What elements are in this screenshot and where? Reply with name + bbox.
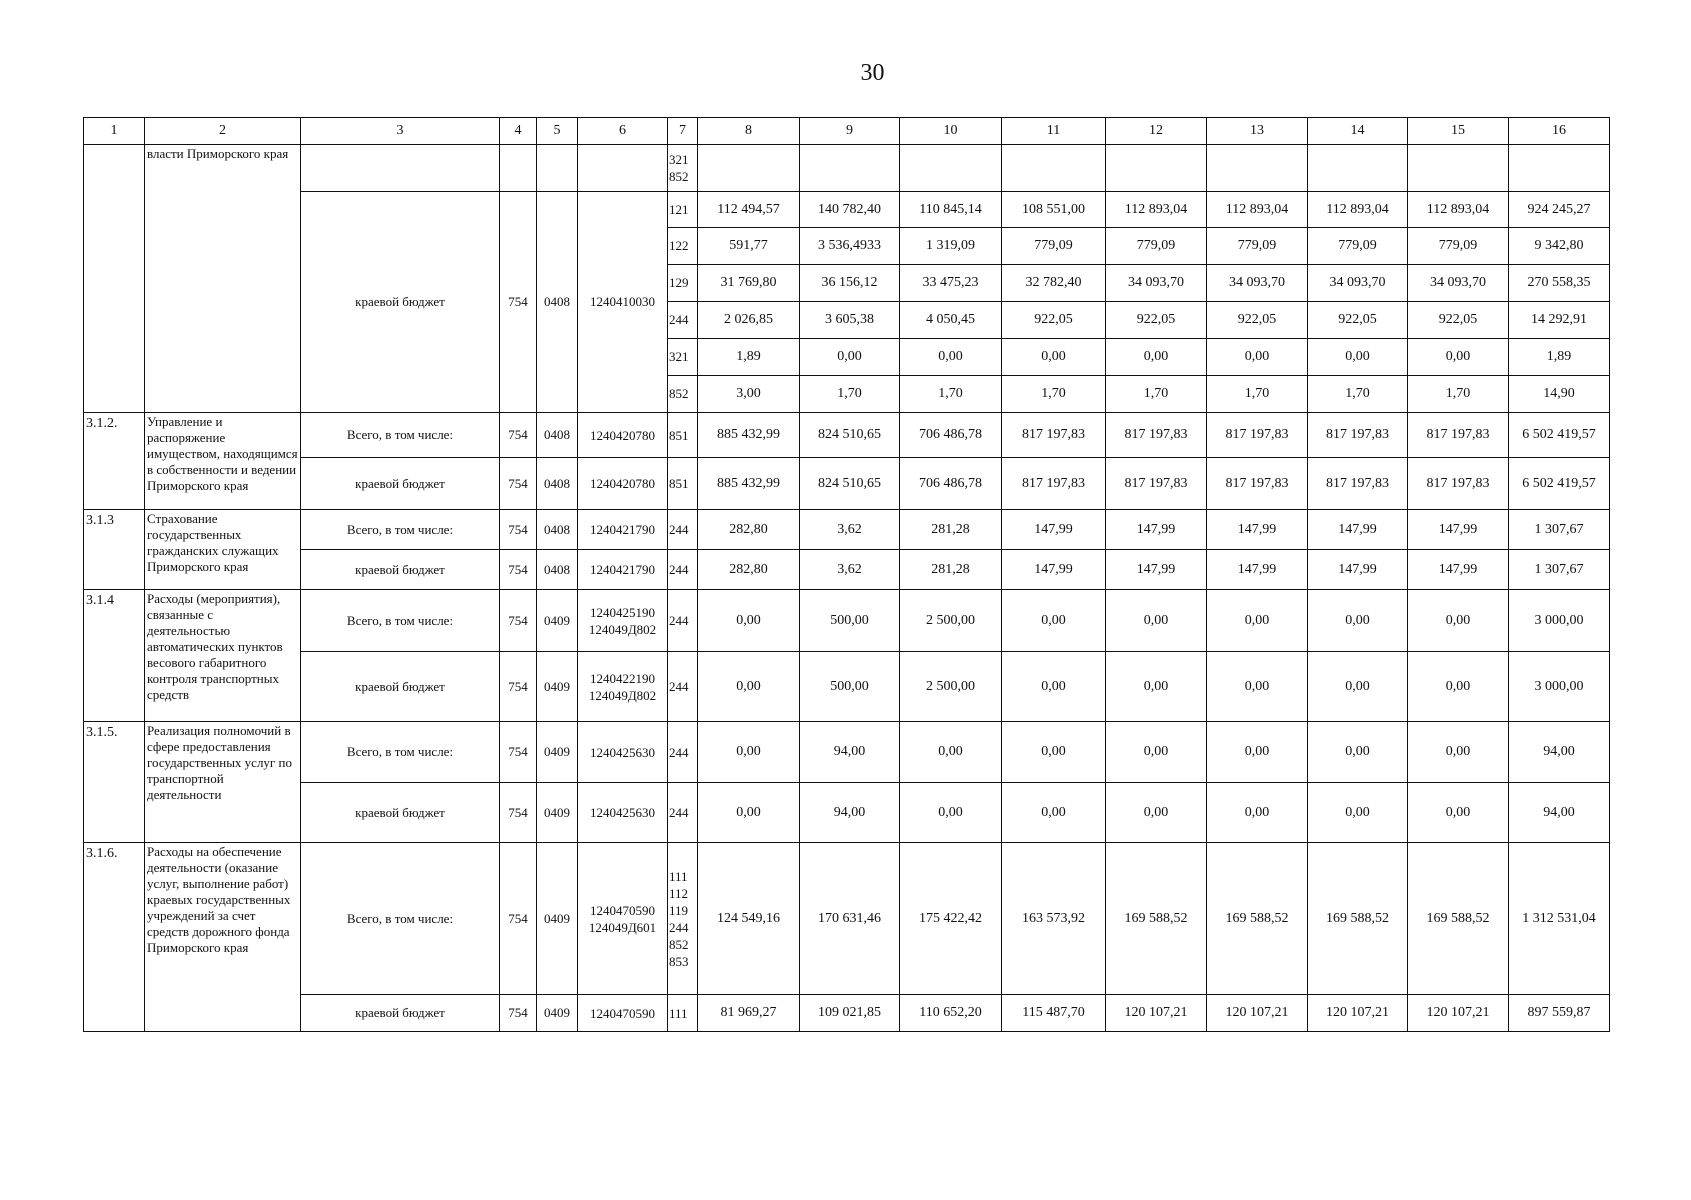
value-col-14: 0,00 <box>1308 652 1408 722</box>
value-col-15: 34 093,70 <box>1408 265 1509 302</box>
value-col-8: 282,80 <box>698 510 800 550</box>
value-col-13: 0,00 <box>1207 339 1308 376</box>
kbk-section-code: 0409 <box>537 652 578 722</box>
value-col-11: 147,99 <box>1002 510 1106 550</box>
value-col-9: 109 021,85 <box>800 995 900 1032</box>
funding-source: Всего, в том числе: <box>301 843 500 995</box>
table-row <box>84 192 1610 228</box>
expense-type-code: 122 <box>668 228 698 265</box>
value-col-8: 591,77 <box>698 228 800 265</box>
value-col-11: 779,09 <box>1002 228 1106 265</box>
value-total: 1,89 <box>1509 339 1610 376</box>
kbk-ministry-code: 754 <box>500 722 537 783</box>
value-col-10: 1,70 <box>900 376 1002 413</box>
item-name: Управление и распоряжение имуществом, находящимся в собственности и ведении Приморского края <box>145 413 301 510</box>
kbk-section-code: 0409 <box>537 590 578 652</box>
kbk-ministry-code: 754 <box>500 192 537 413</box>
item-name: власти Приморского края <box>145 145 301 413</box>
expense-type-code: 852 <box>668 376 698 413</box>
value-col-13: 147,99 <box>1207 510 1308 550</box>
value-col-13: 779,09 <box>1207 228 1308 265</box>
value-col-8: 1,89 <box>698 339 800 376</box>
funding-source: Всего, в том числе: <box>301 510 500 550</box>
table-body <box>84 145 1610 1032</box>
value-col-13: 0,00 <box>1207 722 1308 783</box>
funding-source: краевой бюджет <box>301 783 500 843</box>
value-col-14: 147,99 <box>1308 550 1408 590</box>
value-cell <box>1002 145 1106 192</box>
header-cell: 15 <box>1408 118 1509 145</box>
kbk-section-code: 0409 <box>537 843 578 995</box>
value-total: 94,00 <box>1509 783 1610 843</box>
header-cell: 8 <box>698 118 800 145</box>
kbk-section-code: 0409 <box>537 722 578 783</box>
value-col-11: 0,00 <box>1002 783 1106 843</box>
expense-type-code: 111 112 119 244 852 853 <box>668 843 698 995</box>
value-total: 14,90 <box>1509 376 1610 413</box>
header-cell: 6 <box>578 118 668 145</box>
header-cell: 1 <box>84 118 145 145</box>
value-col-14: 0,00 <box>1308 722 1408 783</box>
kbk-ministry-code: 754 <box>500 510 537 550</box>
table-row <box>84 590 1610 652</box>
kbk-section-code: 0408 <box>537 510 578 550</box>
expense-type-code: 321 852 <box>668 145 698 192</box>
kbk-section-code: 0408 <box>537 550 578 590</box>
value-col-12: 0,00 <box>1106 783 1207 843</box>
value-col-14: 922,05 <box>1308 302 1408 339</box>
value-col-10: 0,00 <box>900 339 1002 376</box>
value-col-9: 1,70 <box>800 376 900 413</box>
expense-type-code: 244 <box>668 302 698 339</box>
value-col-9: 3 605,38 <box>800 302 900 339</box>
value-col-12: 0,00 <box>1106 339 1207 376</box>
header-cell: 9 <box>800 118 900 145</box>
value-total: 6 502 419,57 <box>1509 413 1610 458</box>
value-col-8: 282,80 <box>698 550 800 590</box>
expense-type-code: 851 <box>668 413 698 458</box>
kbk-section-code: 0409 <box>537 783 578 843</box>
value-col-12: 922,05 <box>1106 302 1207 339</box>
value-col-10: 1 319,09 <box>900 228 1002 265</box>
value-total: 14 292,91 <box>1509 302 1610 339</box>
value-total: 6 502 419,57 <box>1509 458 1610 510</box>
table-row <box>84 550 1610 590</box>
value-col-13: 34 093,70 <box>1207 265 1308 302</box>
value-total: 1 307,67 <box>1509 550 1610 590</box>
kbk-ministry-code: 754 <box>500 458 537 510</box>
kbk-ministry-code: 754 <box>500 995 537 1032</box>
value-col-10: 175 422,42 <box>900 843 1002 995</box>
expense-type-code: 129 <box>668 265 698 302</box>
expense-type-code: 244 <box>668 550 698 590</box>
expense-type-code: 244 <box>668 652 698 722</box>
value-col-10: 0,00 <box>900 722 1002 783</box>
value-total: 924 245,27 <box>1509 192 1610 228</box>
value-col-15: 147,99 <box>1408 550 1509 590</box>
header-row <box>84 118 1610 145</box>
expense-type-code: 851 <box>668 458 698 510</box>
kbk-target-code: 1240425190 124049Д802 <box>578 590 668 652</box>
kbk-section-code: 0409 <box>537 995 578 1032</box>
kbk-ministry-code: 754 <box>500 783 537 843</box>
value-col-14: 817 197,83 <box>1308 458 1408 510</box>
expense-type-code: 111 <box>668 995 698 1032</box>
value-cell <box>800 145 900 192</box>
value-col-11: 108 551,00 <box>1002 192 1106 228</box>
value-col-15: 817 197,83 <box>1408 413 1509 458</box>
value-col-11: 817 197,83 <box>1002 413 1106 458</box>
value-col-9: 170 631,46 <box>800 843 900 995</box>
value-col-10: 281,28 <box>900 510 1002 550</box>
value-col-12: 34 093,70 <box>1106 265 1207 302</box>
value-col-8: 0,00 <box>698 783 800 843</box>
header-cell: 7 <box>668 118 698 145</box>
header-cell: 11 <box>1002 118 1106 145</box>
value-col-15: 169 588,52 <box>1408 843 1509 995</box>
kbk-ministry-code: 754 <box>500 550 537 590</box>
table-row <box>84 843 1610 995</box>
value-col-11: 0,00 <box>1002 652 1106 722</box>
value-col-12: 817 197,83 <box>1106 458 1207 510</box>
value-col-12: 1,70 <box>1106 376 1207 413</box>
value-col-11: 0,00 <box>1002 339 1106 376</box>
value-col-9: 140 782,40 <box>800 192 900 228</box>
table-row <box>84 510 1610 550</box>
value-col-12: 112 893,04 <box>1106 192 1207 228</box>
value-total: 270 558,35 <box>1509 265 1610 302</box>
value-col-11: 32 782,40 <box>1002 265 1106 302</box>
table-row <box>84 652 1610 722</box>
item-number: 3.1.5. <box>84 722 145 843</box>
value-col-12: 147,99 <box>1106 550 1207 590</box>
value-col-14: 0,00 <box>1308 590 1408 652</box>
value-col-9: 500,00 <box>800 590 900 652</box>
value-col-8: 124 549,16 <box>698 843 800 995</box>
value-total: 3 000,00 <box>1509 590 1610 652</box>
kbk-ministry-code: 754 <box>500 590 537 652</box>
funding-source: Всего, в том числе: <box>301 722 500 783</box>
value-col-12: 120 107,21 <box>1106 995 1207 1032</box>
funding-source: краевой бюджет <box>301 458 500 510</box>
source-cell <box>301 145 500 192</box>
kbk-section-code: 0408 <box>537 458 578 510</box>
budget-table <box>83 117 1610 1032</box>
value-col-8: 885 432,99 <box>698 458 800 510</box>
header-cell: 13 <box>1207 118 1308 145</box>
value-col-9: 0,00 <box>800 339 900 376</box>
kbk-target-code: 1240470590 <box>578 995 668 1032</box>
value-col-9: 824 510,65 <box>800 458 900 510</box>
value-col-14: 0,00 <box>1308 339 1408 376</box>
value-col-13: 112 893,04 <box>1207 192 1308 228</box>
funding-source: краевой бюджет <box>301 550 500 590</box>
value-col-8: 81 969,27 <box>698 995 800 1032</box>
item-name: Страхование государственных гражданских служащих Приморского края <box>145 510 301 590</box>
value-col-9: 500,00 <box>800 652 900 722</box>
item-number: 3.1.3 <box>84 510 145 590</box>
value-col-8: 0,00 <box>698 722 800 783</box>
kbk-ministry-code: 754 <box>500 413 537 458</box>
header-cell: 12 <box>1106 118 1207 145</box>
table-row <box>84 722 1610 783</box>
kbk-ministry-code: 754 <box>500 652 537 722</box>
table-row <box>84 458 1610 510</box>
value-col-12: 0,00 <box>1106 722 1207 783</box>
funding-source: краевой бюджет <box>301 192 500 413</box>
kbk-target-code: 1240422190 124049Д802 <box>578 652 668 722</box>
value-col-14: 0,00 <box>1308 783 1408 843</box>
table-row <box>84 783 1610 843</box>
value-col-14: 120 107,21 <box>1308 995 1408 1032</box>
value-cell <box>900 145 1002 192</box>
value-cell <box>1207 145 1308 192</box>
value-col-12: 817 197,83 <box>1106 413 1207 458</box>
value-col-10: 4 050,45 <box>900 302 1002 339</box>
header-cell: 5 <box>537 118 578 145</box>
kbk-target-code: 1240425630 <box>578 722 668 783</box>
kbk-cell <box>537 145 578 192</box>
value-total: 1 312 531,04 <box>1509 843 1610 995</box>
value-col-11: 163 573,92 <box>1002 843 1106 995</box>
item-number: 3.1.2. <box>84 413 145 510</box>
table-row <box>84 995 1610 1032</box>
value-total: 1 307,67 <box>1509 510 1610 550</box>
value-cell <box>1308 145 1408 192</box>
value-cell <box>1509 145 1610 192</box>
funding-source: Всего, в том числе: <box>301 590 500 652</box>
value-col-10: 706 486,78 <box>900 413 1002 458</box>
value-col-11: 0,00 <box>1002 590 1106 652</box>
value-col-12: 169 588,52 <box>1106 843 1207 995</box>
value-col-13: 120 107,21 <box>1207 995 1308 1032</box>
funding-source: краевой бюджет <box>301 652 500 722</box>
value-col-11: 115 487,70 <box>1002 995 1106 1032</box>
value-col-9: 36 156,12 <box>800 265 900 302</box>
value-col-15: 0,00 <box>1408 339 1509 376</box>
value-col-15: 0,00 <box>1408 590 1509 652</box>
kbk-target-code: 1240425630 <box>578 783 668 843</box>
value-total: 897 559,87 <box>1509 995 1610 1032</box>
item-number: 3.1.4 <box>84 590 145 722</box>
value-col-9: 824 510,65 <box>800 413 900 458</box>
value-col-12: 0,00 <box>1106 652 1207 722</box>
funding-source: краевой бюджет <box>301 995 500 1032</box>
funding-source: Всего, в том числе: <box>301 413 500 458</box>
kbk-ministry-code: 754 <box>500 843 537 995</box>
kbk-target-code: 1240420780 <box>578 413 668 458</box>
value-col-13: 0,00 <box>1207 590 1308 652</box>
value-col-11: 817 197,83 <box>1002 458 1106 510</box>
value-col-9: 3,62 <box>800 550 900 590</box>
expense-type-code: 244 <box>668 783 698 843</box>
block-id-cell <box>84 145 145 413</box>
value-col-13: 817 197,83 <box>1207 458 1308 510</box>
kbk-target-code: 1240421790 <box>578 550 668 590</box>
item-number: 3.1.6. <box>84 843 145 1032</box>
value-col-9: 94,00 <box>800 783 900 843</box>
kbk-cell <box>578 145 668 192</box>
header-cell: 4 <box>500 118 537 145</box>
value-col-10: 2 500,00 <box>900 652 1002 722</box>
value-total: 3 000,00 <box>1509 652 1610 722</box>
value-col-10: 281,28 <box>900 550 1002 590</box>
value-col-15: 779,09 <box>1408 228 1509 265</box>
kbk-target-code: 1240470590 124049Д601 <box>578 843 668 995</box>
value-col-13: 0,00 <box>1207 652 1308 722</box>
value-col-8: 885 432,99 <box>698 413 800 458</box>
value-col-12: 0,00 <box>1106 590 1207 652</box>
expense-type-code: 321 <box>668 339 698 376</box>
value-col-11: 1,70 <box>1002 376 1106 413</box>
value-col-13: 147,99 <box>1207 550 1308 590</box>
kbk-section-code: 0408 <box>537 413 578 458</box>
header-cell: 14 <box>1308 118 1408 145</box>
value-col-8: 0,00 <box>698 652 800 722</box>
value-col-13: 817 197,83 <box>1207 413 1308 458</box>
expense-type-code: 244 <box>668 722 698 783</box>
header-cell: 2 <box>145 118 301 145</box>
value-col-10: 33 475,23 <box>900 265 1002 302</box>
kbk-section-code: 0408 <box>537 192 578 413</box>
table-header <box>84 118 1610 145</box>
value-total: 9 342,80 <box>1509 228 1610 265</box>
expense-type-code: 244 <box>668 590 698 652</box>
kbk-target-code: 1240420780 <box>578 458 668 510</box>
value-col-15: 817 197,83 <box>1408 458 1509 510</box>
value-col-14: 817 197,83 <box>1308 413 1408 458</box>
value-col-15: 147,99 <box>1408 510 1509 550</box>
header-cell: 10 <box>900 118 1002 145</box>
expense-type-code: 121 <box>668 192 698 228</box>
value-col-13: 922,05 <box>1207 302 1308 339</box>
page-number: 30 <box>860 60 885 86</box>
value-col-15: 0,00 <box>1408 783 1509 843</box>
header-cell: 16 <box>1509 118 1610 145</box>
expense-type-code: 244 <box>668 510 698 550</box>
value-col-12: 147,99 <box>1106 510 1207 550</box>
value-col-15: 0,00 <box>1408 722 1509 783</box>
value-col-11: 0,00 <box>1002 722 1106 783</box>
value-col-8: 0,00 <box>698 590 800 652</box>
value-col-13: 169 588,52 <box>1207 843 1308 995</box>
value-col-14: 169 588,52 <box>1308 843 1408 995</box>
value-col-15: 120 107,21 <box>1408 995 1509 1032</box>
value-col-9: 3,62 <box>800 510 900 550</box>
value-cell <box>1106 145 1207 192</box>
value-col-14: 112 893,04 <box>1308 192 1408 228</box>
value-col-9: 94,00 <box>800 722 900 783</box>
item-name: Реализация полномочий в сфере предоставления государственных услуг по транспортной деятельности <box>145 722 301 843</box>
value-col-10: 110 845,14 <box>900 192 1002 228</box>
value-col-15: 112 893,04 <box>1408 192 1509 228</box>
value-col-10: 0,00 <box>900 783 1002 843</box>
value-col-9: 3 536,4933 <box>800 228 900 265</box>
value-col-8: 3,00 <box>698 376 800 413</box>
item-name: Расходы (мероприятия), связанные с деятельностью автоматических пунктов весового габаритного контроля транспортных средств <box>145 590 301 722</box>
value-cell <box>698 145 800 192</box>
value-col-15: 0,00 <box>1408 652 1509 722</box>
value-col-15: 922,05 <box>1408 302 1509 339</box>
value-col-13: 1,70 <box>1207 376 1308 413</box>
value-total: 94,00 <box>1509 722 1610 783</box>
value-col-13: 0,00 <box>1207 783 1308 843</box>
kbk-cell <box>500 145 537 192</box>
value-col-14: 34 093,70 <box>1308 265 1408 302</box>
value-col-11: 922,05 <box>1002 302 1106 339</box>
value-col-14: 779,09 <box>1308 228 1408 265</box>
table-row <box>84 413 1610 458</box>
kbk-target-code: 1240410030 <box>578 192 668 413</box>
value-col-10: 110 652,20 <box>900 995 1002 1032</box>
value-col-14: 147,99 <box>1308 510 1408 550</box>
value-col-12: 779,09 <box>1106 228 1207 265</box>
value-cell <box>1408 145 1509 192</box>
value-col-11: 147,99 <box>1002 550 1106 590</box>
value-col-8: 31 769,80 <box>698 265 800 302</box>
header-cell: 3 <box>301 118 500 145</box>
value-col-14: 1,70 <box>1308 376 1408 413</box>
value-col-10: 2 500,00 <box>900 590 1002 652</box>
kbk-target-code: 1240421790 <box>578 510 668 550</box>
item-name: Расходы на обеспечение деятельности (оказание услуг, выполнение работ) краевых государственных учреждений за счет средств дорожного фонда Приморского края <box>145 843 301 1032</box>
value-col-10: 706 486,78 <box>900 458 1002 510</box>
value-col-15: 1,70 <box>1408 376 1509 413</box>
value-col-8: 112 494,57 <box>698 192 800 228</box>
value-col-8: 2 026,85 <box>698 302 800 339</box>
table-row <box>84 145 1610 192</box>
